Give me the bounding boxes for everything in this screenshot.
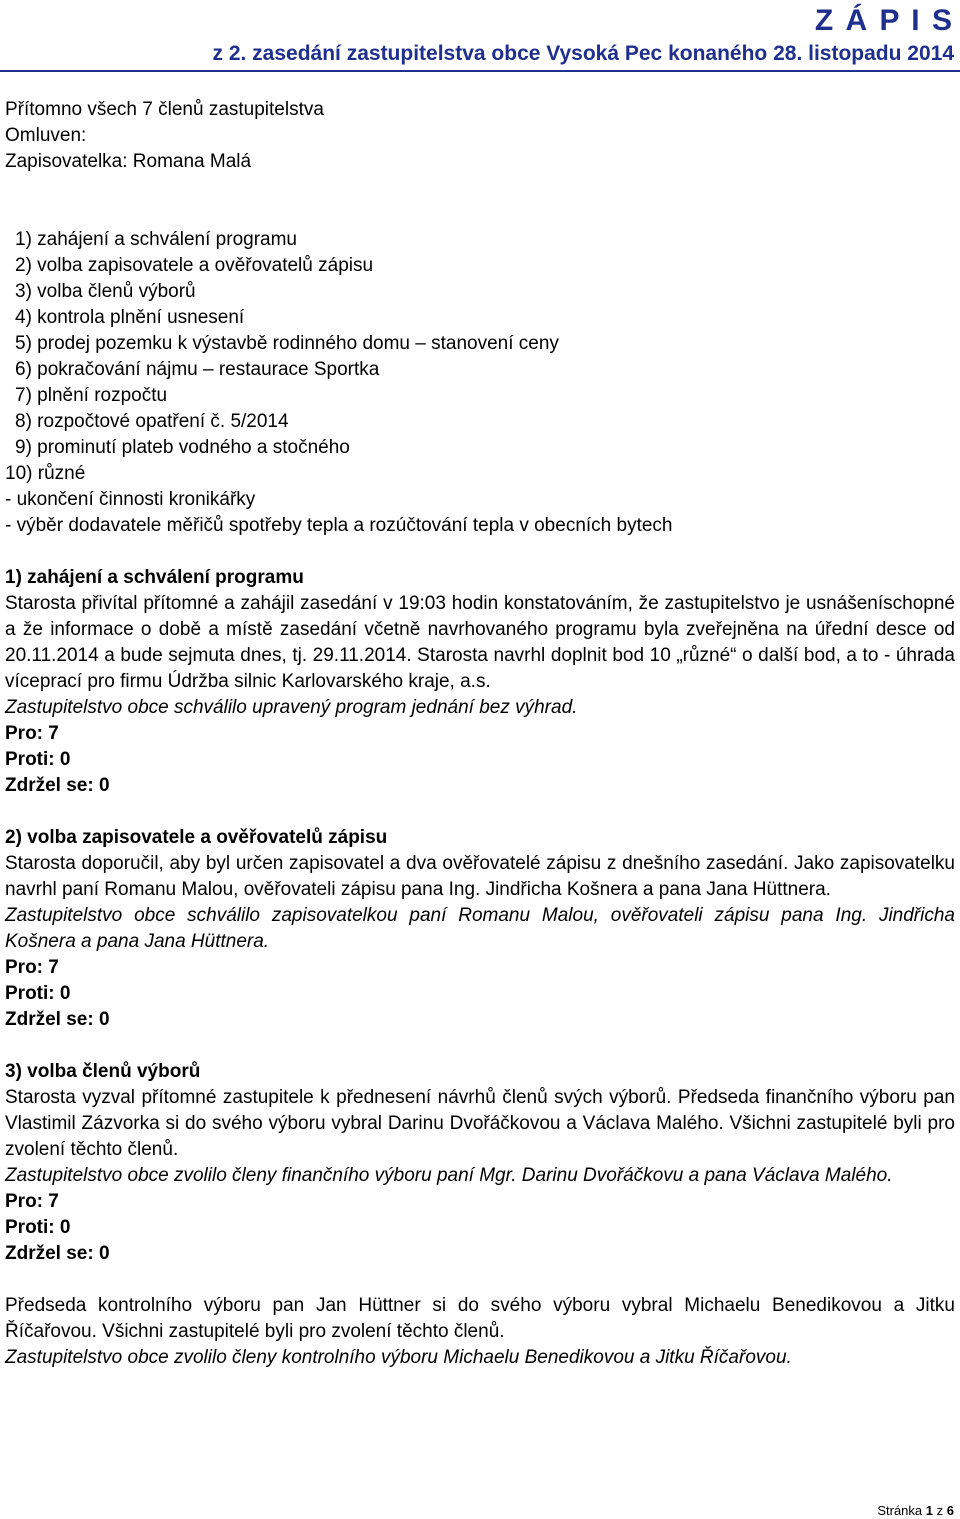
agenda-item: 1) zahájení a schválení programu: [15, 229, 297, 250]
footer-of: z: [936, 1503, 944, 1518]
document-body: [5, 97, 955, 1371]
agenda-item: 10) různé: [5, 463, 86, 484]
spacer: [5, 175, 955, 227]
vote-against: Proti: 0: [5, 749, 71, 770]
section-text: Předseda kontrolního výboru pan Jan Hüttner si do svého výboru vybral Michaelu Benedikovou a Jitku Říčařovou. Všichni zastupitelé byli pro zvolení těchto členů.: [5, 1295, 955, 1342]
agenda-item: 4) kontrola plnění usnesení: [15, 307, 245, 328]
agenda-list: [5, 227, 955, 539]
agenda-item: 2) volba zapisovatele a ověřovatelů zápisu: [15, 255, 374, 276]
agenda-item: 9) prominutí plateb vodného a stočného: [15, 437, 350, 458]
footer-total-pages: 6: [946, 1503, 954, 1518]
spacer: [5, 799, 955, 825]
section-resolution: Zastupitelstvo obce zvolilo členy finančního výboru paní Mgr. Darinu Dvořáčkovu a pana Václava Malého.: [5, 1165, 893, 1186]
agenda-item: 7) plnění rozpočtu: [15, 385, 168, 406]
excused-line: Omluven:: [5, 125, 87, 146]
agenda-item: 6) pokračování nájmu – restaurace Sportka: [15, 359, 380, 380]
agenda-item: 8) rozpočtové opatření č. 5/2014: [15, 411, 289, 432]
section-heading: 3) volba členů výborů: [5, 1061, 201, 1082]
footer-page-number: 1: [925, 1503, 934, 1518]
agenda-item: 3) volba členů výborů: [15, 281, 196, 302]
page-footer: [877, 1503, 954, 1519]
vote-abstain: Zdržel se: 0: [5, 1243, 110, 1264]
attendance-line: Přítomno všech 7 členů zastupitelstva: [5, 99, 324, 120]
vote-pro: Pro: 7: [5, 723, 59, 744]
section-resolution: Zastupitelstvo obce schválilo zapisovatelkou paní Romanu Malou, ověřovateli zápisu pana Ing. Jindřicha Košnera a pana Jana Hüttnera.: [5, 905, 955, 952]
section-resolution: Zastupitelstvo obce schválilo upravený program jednání bez výhrad.: [5, 697, 578, 718]
document-subtitle: z 2. zasedání zastupitelstva obce Vysoká Pec konaného 28. listopadu 2014: [212, 42, 954, 65]
spacer: [5, 539, 955, 565]
agenda-subitem: - výběr dodavatele měřičů spotřeby tepla a rozúčtování tepla v obecních bytech: [5, 515, 673, 536]
document-title: Z Á P I S: [814, 4, 954, 37]
vote-against: Proti: 0: [5, 1217, 71, 1238]
section-heading: 2) volba zapisovatele a ověřovatelů zápisu: [5, 827, 388, 848]
spacer: [5, 1033, 955, 1059]
vote-abstain: Zdržel se: 0: [5, 775, 110, 796]
section-text: Starosta doporučil, aby byl určen zapisovatel a dva ověřovatelé zápisu z dnešního zasedání. Jako zapisovatelku navrhl paní Romanu Malou, ověřovateli zápisu pana Ing. Jindřicha Košnera a pana Jana Hüttnera.: [5, 853, 955, 900]
agenda-item: 5) prodej pozemku k výstavbě rodinného domu – stanovení ceny: [15, 333, 559, 354]
vote-abstain: Zdržel se: 0: [5, 1009, 110, 1030]
vote-pro: Pro: 7: [5, 1191, 59, 1212]
vote-pro: Pro: 7: [5, 957, 59, 978]
section-resolution: Zastupitelstvo obce zvolilo členy kontrolního výboru Michaelu Benedikovou a Jitku Říčařovou.: [5, 1347, 792, 1368]
section-text: Starosta přivítal přítomné a zahájil zasedání v 19:03 hodin konstatováním, že zastupitelstvo je usnášeníschopné a že informace o době a místě zasedání včetně navrhovaného programu byla zveřejněna na úřední desce od 20.11.2014 a bude sejmuta dnes, tj. 29.11.2014. Starosta navrhl doplnit bod 10 „různé“ o další bod, a to - úhrada víceprací pro firmu Údržba silnic Karlovarského kraje, a.s.: [5, 593, 955, 692]
vote-against: Proti: 0: [5, 983, 71, 1004]
recorder-line: Zapisovatelka: Romana Malá: [5, 151, 252, 172]
section-heading: 1) zahájení a schválení programu: [5, 567, 304, 588]
agenda-subitem: - ukončení činnosti kronikářky: [5, 489, 256, 510]
header-divider: [0, 70, 960, 72]
section-text: Starosta vyzval přítomné zastupitele k přednesení návrhů členů svých výborů. Předseda finančního výboru pan Vlastimil Zázvorka si do svého výboru vybral Darinu Dvořáčkovou a Václava Malého. Všichni zastupitelé byli pro zvolení těchto členů.: [5, 1087, 955, 1160]
footer-prefix: Stránka: [877, 1503, 923, 1518]
spacer: [5, 1267, 955, 1293]
